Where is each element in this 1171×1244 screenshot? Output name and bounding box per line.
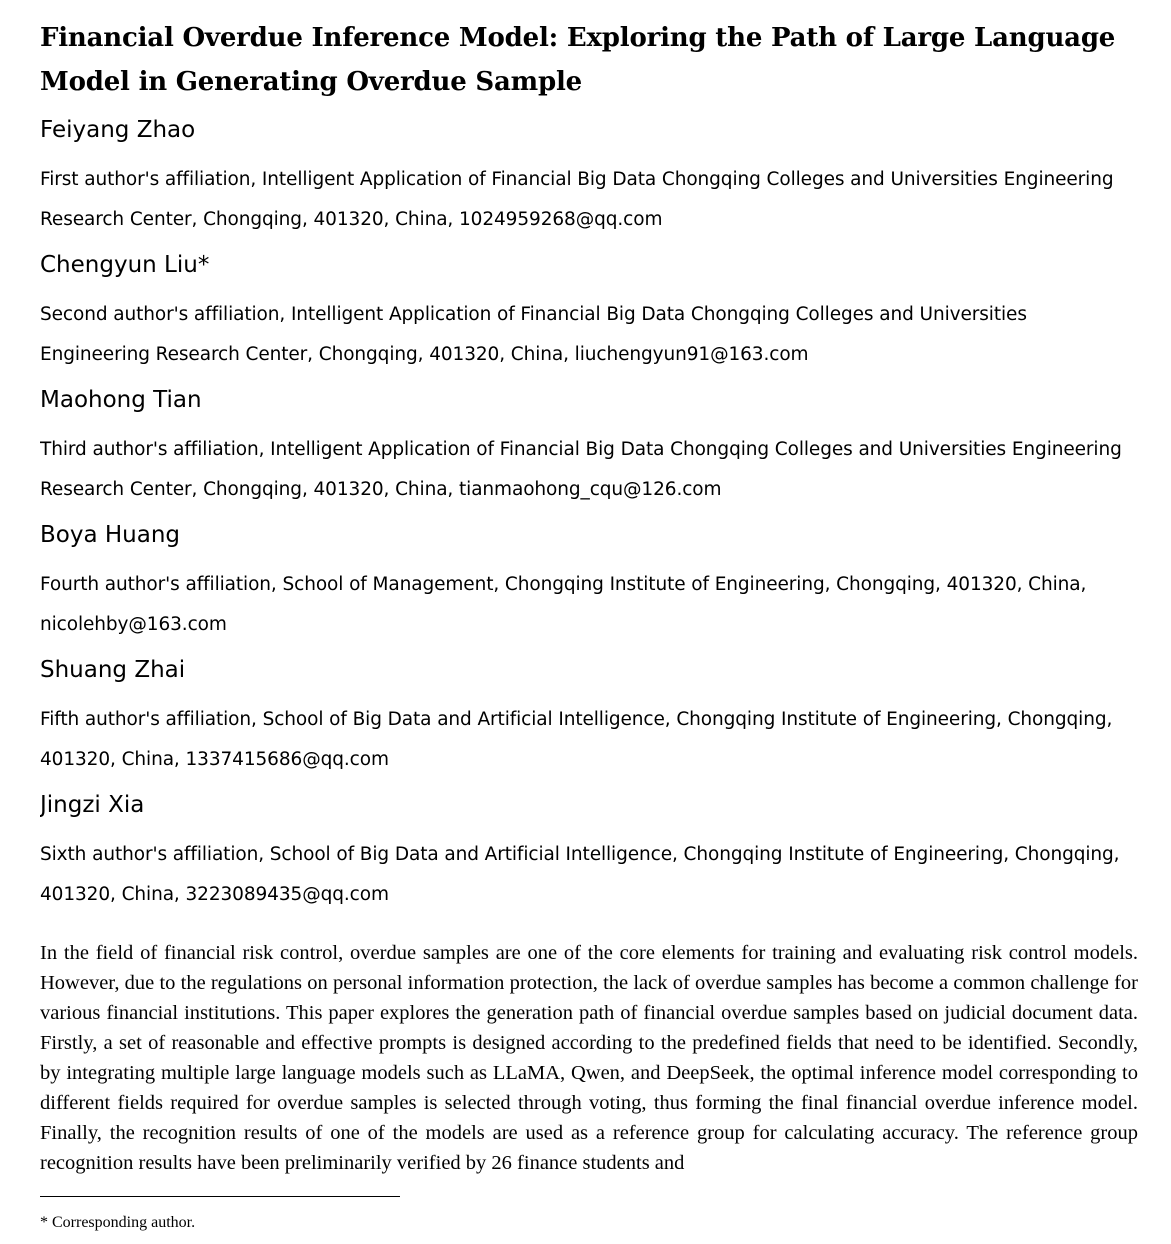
author-affiliation: Second author's affiliation, Intelligent Application of Financial Big Data Chongqing Colleges and Universities Engineering Research Center, Chongqing, 401320, China, liuchengyun91@163.com <box>40 304 1027 365</box>
author-name: Chengyun Liu* <box>40 252 210 278</box>
paper-page <box>40 0 1140 1174</box>
author-name: Maohong Tian <box>40 387 202 413</box>
abstract-text: In the field of financial risk control, overdue samples are one of the core elements for training and evaluating risk control models. However, due to the regulations on personal information protection, the lack of overdue samples has become a common challenge for various financial institutions. This paper explores the generation path of financial overdue samples based on judicial document data. Firstly, a set of reasonable and effective prompts is designed according to the predefined fields that need to be identified. Secondly, by integrating multiple large language models such as LLaMA, Qwen, and DeepSeek, the optimal inference model corresponding to different fields required for overdue samples is selected through voting, thus forming the final financial overdue inference model. Finally, the recognition results of one of the models are used as a reference group for calculating accuracy. The reference group recognition results have been preliminarily verified by 26 finance students and <box>40 942 1138 1174</box>
author-name: Jingzi Xia <box>40 792 145 818</box>
footnote-divider <box>40 1196 400 1197</box>
author-block <box>40 113 1140 248</box>
author-list <box>40 113 1140 923</box>
author-name: Boya Huang <box>40 522 181 548</box>
author-affiliation: Third author's affiliation, Intelligent Application of Financial Big Data Chongqing Colleges and Universities Engineering Research Center, Chongqing, 401320, China, tianmaohong_cqu@126.com <box>40 439 1122 500</box>
author-block <box>40 248 1140 383</box>
author-affiliation: Fifth author's affiliation, School of Big Data and Artificial Intelligence, Chongqing Institute of Engineering, Chongqing, 401320, China, 1337415686@qq.com <box>40 709 1113 770</box>
author-affiliation: First author's affiliation, Intelligent Application of Financial Big Data Chongqing Colleges and Universities Engineering Research Center, Chongqing, 401320, China, 1024959268@qq.com <box>40 169 1114 230</box>
author-block <box>40 383 1140 518</box>
author-block <box>40 788 1140 923</box>
author-block <box>40 653 1140 788</box>
author-affiliation: Fourth author's affiliation, School of Management, Chongqing Institute of Engineering, Chongqing, 401320, China, nicolehby@163.com <box>40 574 1087 635</box>
author-block <box>40 518 1140 653</box>
author-name: Shuang Zhai <box>40 657 186 683</box>
footnote: * Corresponding author. <box>40 1214 196 1231</box>
author-affiliation: Sixth author's affiliation, School of Big Data and Artificial Intelligence, Chongqing Institute of Engineering, Chongqing, 401320, China, 3223089435@qq.com <box>40 844 1120 905</box>
paper-title: Financial Overdue Inference Model: Exploring the Path of Large Language Model in Generating Overdue Sample <box>40 23 1116 97</box>
author-name: Feiyang Zhao <box>40 117 196 143</box>
